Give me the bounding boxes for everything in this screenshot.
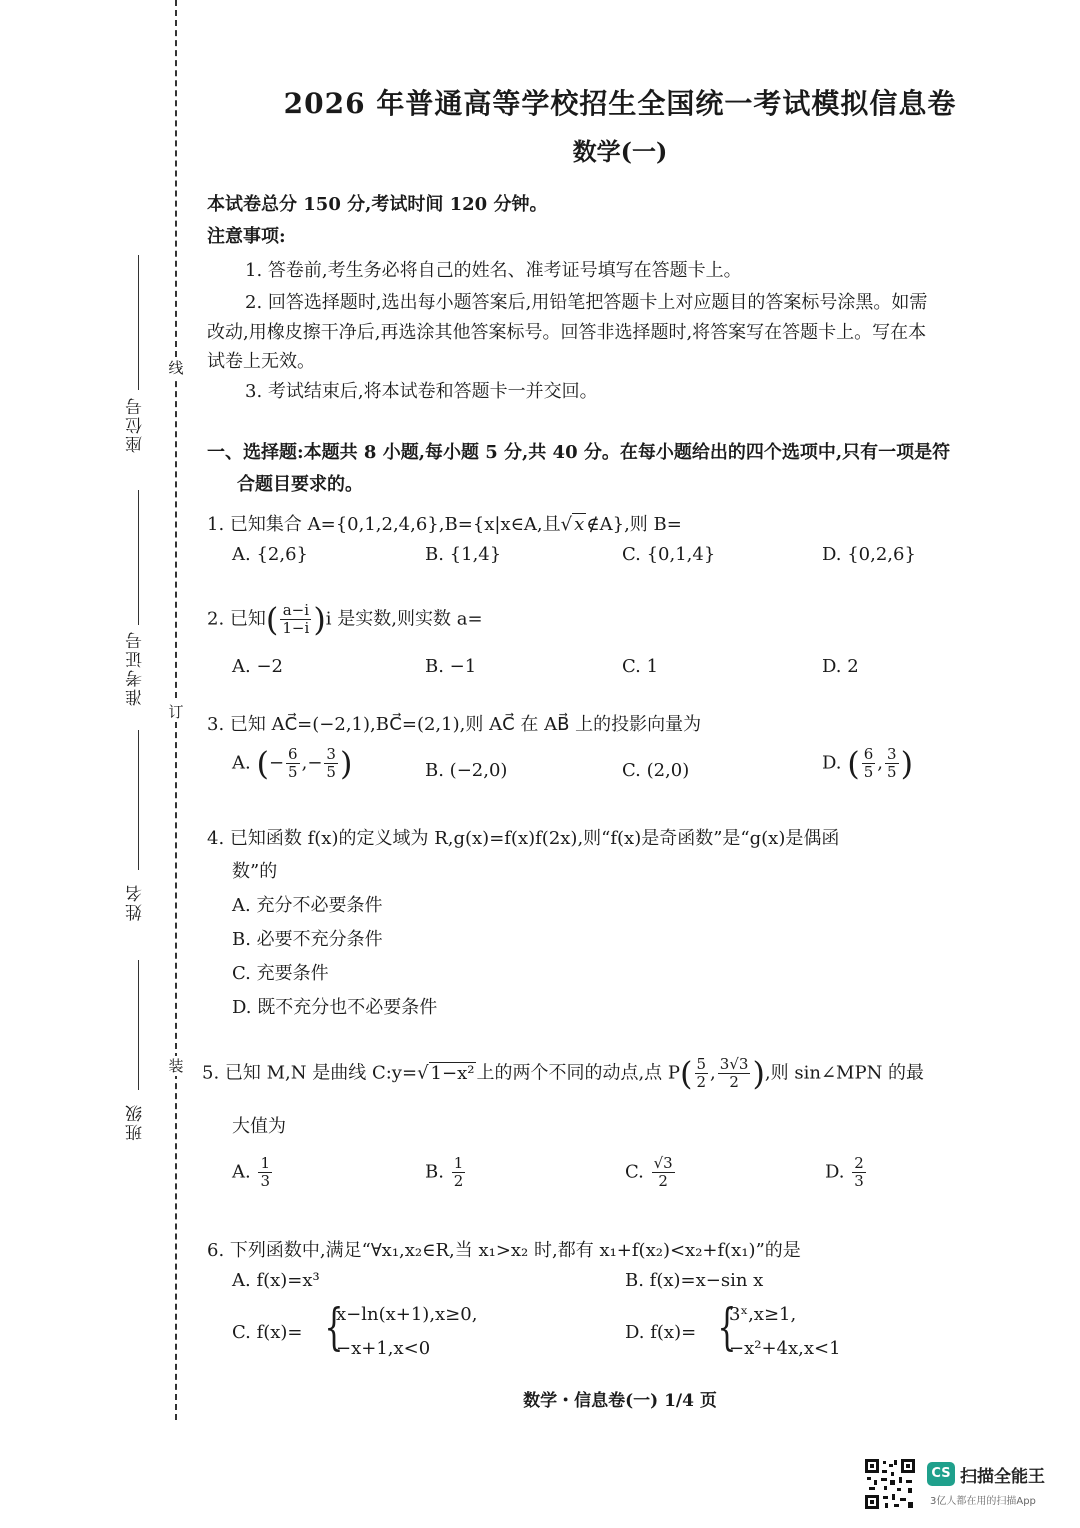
page-footer: 数学・信息卷(一) 1/4 页 [523,1391,717,1411]
q4-option-d: D. 既不充分也不必要条件 [232,997,438,1018]
q5-c-frac [652,1155,675,1190]
q5-sqrt-arg: 1−x² [430,1062,475,1084]
q6-c-case-1: x−ln(x+1),x≥0, [336,1304,478,1325]
q3-a-paren-open: ( [256,744,269,783]
q4-option-a: A. 充分不必要条件 [232,895,383,916]
q2-stem [207,602,483,637]
binding-char-xian: 线 [166,358,186,378]
q5-a-num: 1 [260,1154,271,1172]
q5-p-num2: 3√3 [719,1056,749,1073]
q1-stem [207,510,682,536]
q1-option-c: C. {0,1,4} [622,544,716,565]
camscanner-logo-icon: CS [927,1462,955,1486]
q3-d-den2: 5 [887,763,897,781]
q3-a-paren-close: ) [339,744,353,783]
q3-a-num1: 6 [288,745,298,763]
exam-id-line [138,490,139,625]
q5-b-num: 1 [453,1154,464,1172]
q3-d-sep: , [877,752,884,774]
q1-sqrt-arg: x [574,514,585,535]
q3-a-den1: 5 [288,763,298,781]
q3-a-num2: 3 [326,745,336,763]
q3-d-paren-close: ) [900,744,914,783]
note-2-line-3: 试卷上无效。 [207,351,315,372]
camscanner-tagline: 3亿人都在用的扫描App [930,1496,1036,1507]
binding-char-zhuang: 装 [166,1056,186,1076]
q5-c-label: C. [625,1161,644,1183]
exam-subtitle: 数学(一) [572,137,668,166]
q6-option-d-label: D. f(x)= [625,1322,697,1343]
q5-stem: 5. 已知 M,N 是曲线 C:y=√ 1−x² 上的两个不同的动点,点 P( $\frac{5}{2}$ , $\frac{3√3}{2}$ ),则 sin∠MPN 的最 [202,1056,925,1091]
q2-frac-den: 1−i [282,619,310,637]
q5-c-num: √3 [653,1154,673,1172]
name-line [138,730,139,870]
q1-stem-b: ∉A},则 B= [586,514,682,535]
q5-paren-close: ) [752,1056,765,1091]
q5-option-b [425,1155,467,1190]
q2-paren-open: ( [265,600,279,639]
q3-a-sep: ,− [301,752,323,774]
q3-a-den2: 5 [326,763,336,781]
q3-d-paren-open: ( [847,744,860,783]
section-1-heading-cont: 合题目要求的。 [237,474,363,495]
exam-id-label: 准考证号 [126,630,146,706]
q6-option-a: A. f(x)=x³ [232,1270,320,1291]
q5-stem-a: 5. 已知 M,N 是曲线 C:y= [202,1062,418,1084]
q5-p-frac2 [718,1056,751,1091]
q5-a-label: A. [232,1161,251,1183]
q3-a-frac2 [324,746,338,781]
q5-stem-line-2: 大值为 [232,1116,286,1137]
class-label: 班级 [126,1103,146,1141]
q2-frac-num: a−i [280,602,311,620]
q5-d-frac [852,1155,866,1190]
name-label: 姓名 [126,883,146,921]
q5-option-a [232,1155,274,1190]
q6-d-case-2: −x²+4x,x<1 [729,1338,841,1359]
q5-b-label: B. [425,1161,444,1183]
q3-a-label: A. [232,752,251,774]
q3-a-minus: − [268,752,285,774]
exam-title: 2026 年普通高等学校招生全国统一考试模拟信息卷 [283,87,957,120]
q5-p-den1: 2 [696,1073,707,1091]
q5-paren-open: ( [680,1056,693,1091]
q5-stem-c: ,则 sin∠MPN 的最 [764,1062,925,1084]
section-1-heading: 一、选择题:本题共 8 小题,每小题 5 分,共 40 分。在每小题给出的四个选项中,只有一项是符 [207,442,951,463]
camscanner-name: 扫描全能王 [960,1467,1045,1487]
q3-d-num2: 3 [887,745,897,763]
q4-stem-line-1: 4. 已知函数 f(x)的定义域为 R,g(x)=f(x)f(2x),则“f(x)是奇函数”是“g(x)是偶函 [207,828,840,849]
q5-sqrt-sign: √ [417,1062,429,1084]
q5-a-den: 3 [260,1172,271,1190]
q1-sqrt-sign: √ [560,514,573,535]
q3-option-a [232,746,352,781]
q6-c-brace: { [324,1298,344,1356]
q2-option-c: C. 1 [622,656,659,677]
q6-stem: 6. 下列函数中,满足“∀x₁,x₂∈R,当 x₁>x₂ 时,都有 x₁+f(x₂)<x₂+f(x₁)”的是 [207,1240,801,1261]
q4-stem-line-2: 数”的 [232,861,278,882]
note-3: 3. 考试结束后,将本试卷和答题卡一并交回。 [245,381,598,402]
q5-stem-b: 上的两个不同的动点,点 P [476,1062,681,1084]
q3-d-frac2 [885,746,899,781]
binding-char-ding: 订 [166,702,186,722]
q3-d-label: D. [822,752,842,774]
class-line [138,960,139,1090]
q2-stem-a: 2. 已知 [207,608,266,630]
score-line: 本试卷总分 150 分,考试时间 120 分钟。 [207,194,548,215]
note-1: 1. 答卷前,考生务必将自己的姓名、准考证号填写在答题卡上。 [245,260,742,281]
q6-option-c-label: C. f(x)= [232,1322,303,1343]
q4-option-c: C. 充要条件 [232,963,329,984]
q5-d-den: 3 [854,1172,864,1190]
q2-option-a: A. −2 [232,656,283,677]
q5-p-den2: 2 [729,1073,739,1091]
q5-option-c [625,1155,677,1190]
q3-d-frac1 [862,746,876,781]
q2-fraction [280,602,311,637]
q1-option-b: B. {1,4} [425,544,502,565]
q3-d-num1: 6 [863,745,874,763]
note-2-line-1: 2. 回答选择题时,选出每小题答案后,用铅笔把答题卡上对应题目的答案标号涂黑。如需 [245,292,928,313]
q2-option-b: B. −1 [425,656,477,677]
q5-c-den: 2 [658,1172,668,1190]
q5-d-num: 2 [854,1154,864,1172]
q3-option-b: B. (−2,0) [425,760,508,781]
notes-title: 注意事项: [207,226,286,247]
q4-option-b: B. 必要不充分条件 [232,929,383,950]
q6-d-brace: { [717,1298,737,1356]
q3-d-den1: 5 [863,763,874,781]
q3-option-d [822,746,913,781]
q2-option-d: D. 2 [822,656,859,677]
q5-d-label: D. [825,1161,845,1183]
q5-b-den: 2 [453,1172,464,1190]
note-2-line-2: 改动,用橡皮擦干净后,再选涂其他答案标号。回答非选择题时,将答案写在答题卡上。写在本 [207,322,927,343]
q6-d-case-1: 3ˣ,x≥1, [729,1304,797,1325]
q1-stem-a: 1. 已知集合 A={0,1,2,4,6},B={x|x∈A,且 [207,514,561,535]
qr-code-icon [864,1458,916,1510]
q6-c-case-2: −x+1,x<0 [336,1338,431,1359]
q5-a-frac [258,1155,272,1190]
q1-option-d: D. {0,2,6} [822,544,916,565]
q5-option-d [825,1155,868,1190]
q6-option-b: B. f(x)=x−sin x [625,1270,764,1291]
q5-b-frac [452,1155,466,1190]
seat-number-line [138,255,139,390]
seat-number-label: 座位号 [126,396,146,454]
q3-a-frac1 [286,746,300,781]
q2-paren-close: ) [313,600,326,639]
q3-stem: 3. 已知 AC⃗=(−2,1),BC⃗=(2,1),则 AC⃗ 在 AB⃗ 上的投影向量为 [207,714,702,735]
q1-option-a: A. {2,6} [232,544,308,565]
q5-p-frac1 [695,1056,709,1091]
q5-p-num1: 5 [696,1056,707,1073]
q3-option-c: C. (2,0) [622,760,690,781]
q2-stem-b: i 是实数,则实数 a= [325,608,483,630]
